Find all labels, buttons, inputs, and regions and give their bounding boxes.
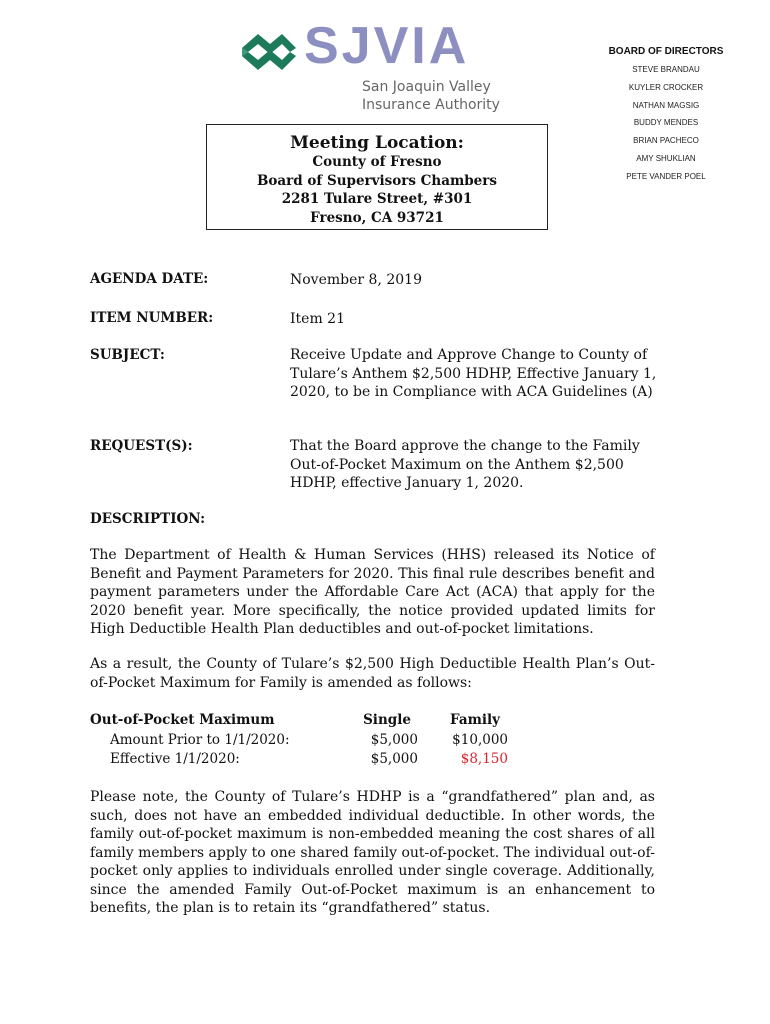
board-title: BOARD OF DIRECTORS (608, 46, 724, 57)
subject-value: Receive Update and Approve Change to County of Tulare’s Anthem $2,500 HDHP, Effective January 1, 2020, to be in Compliance with ACA Guidelines (A) (290, 347, 657, 400)
table-header-cell: Single (363, 712, 411, 728)
table-cell-highlight: $8,150 (460, 751, 508, 767)
requests-label: REQUEST(S): (90, 438, 193, 454)
table-header-cell: Family (450, 712, 500, 728)
subject-label: SUBJECT: (90, 347, 165, 363)
agenda-date-value: November 8, 2019 (290, 272, 422, 288)
logo-subtitle-line2: Insurance Authority (362, 97, 500, 113)
board-of-directors (596, 46, 736, 190)
logo-subtitle-line1: San Joaquin Valley (362, 79, 491, 95)
meeting-location-box (206, 124, 548, 230)
item-number-value: Item 21 (290, 311, 345, 327)
description-paragraph-1: The Department of Health & Human Services (HHS) released its Notice of Benefit and Payment Parameters for 2020. This final rule describes benefit and payment parameters under the Affordable Care Act (ACA) that apply for the 2020 benefit year. More specifically, the notice provided updated limits for High Deductible Health Plan deductibles and out-of-pocket limitations. (90, 547, 655, 637)
board-member: BRIAN PACHECO (633, 136, 699, 146)
board-member: AMY SHUKLIAN (636, 153, 696, 163)
table-cell: Effective 1/1/2020: (110, 751, 240, 767)
meeting-location-line: Board of Supervisors Chambers (257, 172, 497, 189)
meeting-location-title: Meeting Location: (290, 133, 464, 153)
meeting-location-line: 2281 Tulare Street, #301 (281, 191, 473, 207)
table-cell: $5,000 (370, 731, 418, 748)
meeting-location-line: County of Fresno (312, 154, 442, 170)
agenda-date-label: AGENDA DATE: (90, 271, 209, 287)
description-paragraph-3: Please note, the County of Tulare’s HDHP is a “grandfathered” plan and, as such, does not have an embedded individual deductible. In other words, the family out-of-pocket maximum is non-embedded meaning the cost shares of all family members apply to one shared family out-of-pocket. The individual out-of-pocket only applies to individuals enrolled under single coverage. Additionally, since the amended Family Out-of-Pocket maximum is an enhancement to benefits, the plan is to retain its “grandfathered” status. (90, 789, 655, 916)
board-member: BUDDY MENDES (633, 118, 699, 128)
logo-subtitle (362, 78, 500, 114)
table-cell: Amount Prior to 1/1/2020: (110, 731, 290, 748)
board-member: KUYLER CROCKER (628, 82, 704, 92)
table-cell: $5,000 (370, 751, 418, 767)
sjvia-logo (240, 17, 500, 114)
sjvia-logo-icon (240, 26, 298, 76)
board-member: PETE VANDER POEL (626, 171, 706, 181)
board-member: STEVE BRANDAU (632, 65, 700, 74)
meeting-location-line: Fresno, CA 93721 (310, 209, 444, 226)
description-heading: DESCRIPTION: (90, 511, 206, 527)
requests-value: That the Board approve the change to the Family Out-of-Pocket Maximum on the Anthem $2,500 HDHP, effective January 1, 2020. (290, 438, 640, 491)
logo-wordmark: SJVIA (304, 17, 470, 75)
board-member: NATHAN MAGSIG (632, 100, 700, 110)
table-cell: $10,000 (452, 731, 508, 748)
item-number-label: ITEM NUMBER: (90, 310, 214, 326)
description-paragraph-2: As a result, the County of Tulare’s $2,500 High Deductible Health Plan’s Out-of-Pocket Maximum for Family is amended as follows: (90, 656, 655, 691)
table-header-cell: Out-of-Pocket Maximum (90, 712, 275, 728)
